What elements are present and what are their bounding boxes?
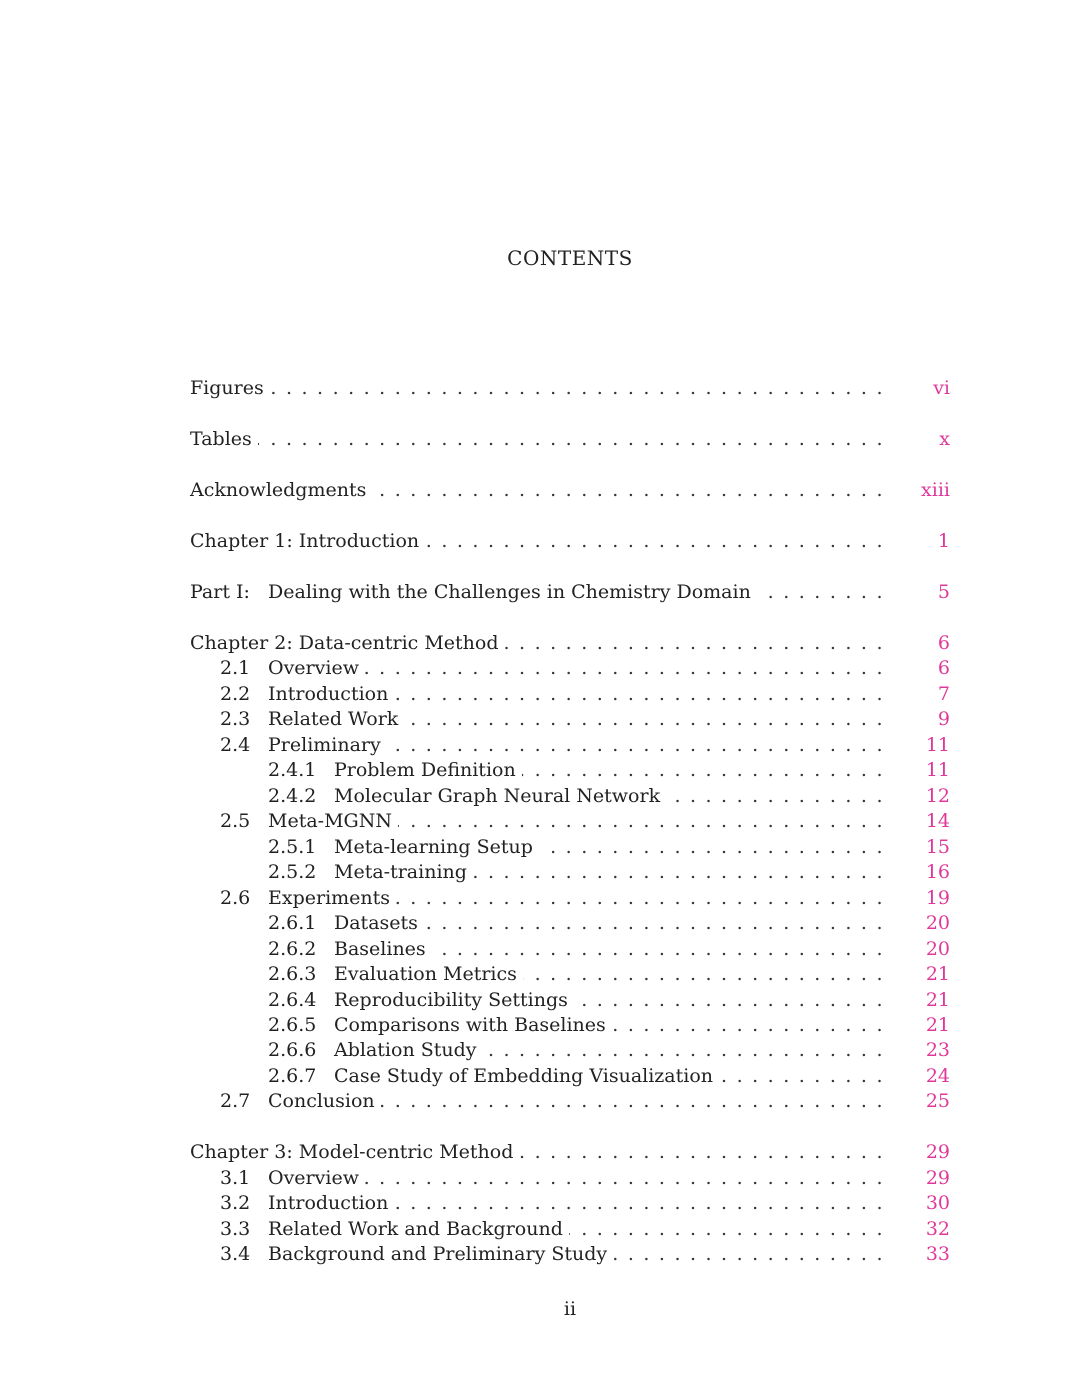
section-number: 2.6.7	[268, 1065, 317, 1087]
section-number: 2.6	[220, 887, 251, 909]
toc-page-link[interactable]: 7	[937, 683, 950, 705]
section-number: 2.3	[220, 708, 251, 730]
section-number: 3.3	[220, 1218, 251, 1240]
toc-page-link[interactable]: 6	[937, 632, 950, 654]
toc-page-link[interactable]: 20	[925, 912, 950, 934]
toc-entry-2-1[interactable]	[190, 655, 950, 681]
toc-page-link[interactable]: 25	[925, 1090, 950, 1112]
toc-label: Datasets	[334, 912, 418, 934]
toc-entry-2-6-7[interactable]	[190, 1063, 950, 1089]
section-number: 2.6.5	[268, 1014, 317, 1036]
dot-leader	[569, 1216, 892, 1242]
toc-label: Overview	[268, 657, 359, 679]
dot-leader	[398, 808, 892, 834]
section-number: 2.1	[220, 657, 251, 679]
dot-leader	[365, 655, 892, 681]
toc-entry-2-6-4[interactable]	[190, 987, 950, 1013]
page-number: ii	[563, 1298, 577, 1320]
toc-page-link[interactable]: 29	[925, 1141, 950, 1163]
dot-leader	[539, 834, 892, 860]
dot-leader	[365, 1165, 892, 1191]
toc-label: Tables	[190, 428, 252, 450]
toc-label: Preliminary	[268, 734, 381, 756]
toc-label: Meta-MGNN	[268, 810, 392, 832]
toc-label: Problem Definition	[334, 759, 516, 781]
toc-label: Chapter 2: Data-centric Method	[190, 632, 499, 654]
toc-entry-acknowledgments[interactable]	[190, 477, 950, 503]
toc-label: Overview	[268, 1167, 359, 1189]
section-number: 2.4.2	[268, 785, 317, 807]
dot-leader	[432, 936, 892, 962]
dot-leader	[757, 579, 892, 605]
dot-leader	[483, 1037, 893, 1063]
toc-entry-3-1[interactable]	[190, 1165, 950, 1191]
toc-page-link[interactable]: 14	[925, 810, 950, 832]
toc-page-link[interactable]: 30	[925, 1192, 950, 1214]
page-title: CONTENTS	[507, 246, 633, 270]
toc-entry-tables[interactable]	[190, 426, 950, 452]
toc-label: Molecular Graph Neural Network	[334, 785, 661, 807]
toc-page-link[interactable]: 16	[925, 861, 950, 883]
section-number: 2.7	[220, 1090, 251, 1112]
section-number: 3.1	[220, 1167, 251, 1189]
dot-leader	[396, 885, 892, 911]
section-number: 3.2	[220, 1192, 251, 1214]
toc-page-link[interactable]: 19	[925, 887, 950, 909]
toc-label: Introduction	[268, 683, 389, 705]
toc-label: Meta-learning Setup	[334, 836, 533, 858]
dot-leader	[424, 910, 892, 936]
toc-entry-2-6[interactable]	[190, 885, 950, 911]
toc-page-link[interactable]: xiii	[921, 479, 950, 501]
dot-leader	[270, 375, 892, 401]
toc-page-link[interactable]: 32	[925, 1218, 950, 1240]
toc-page-link[interactable]: 9	[937, 708, 950, 730]
toc-entry-2-5-1[interactable]	[190, 834, 950, 860]
toc-entry-2-6-2[interactable]	[190, 936, 950, 962]
toc-label: Ablation Study	[334, 1039, 477, 1061]
toc-page-link[interactable]: 21	[925, 963, 950, 985]
toc-entry-2-6-3[interactable]	[190, 961, 950, 987]
toc-entry-2-6-6[interactable]	[190, 1037, 950, 1063]
section-number: 2.5.1	[268, 836, 317, 858]
toc-page-link[interactable]: 12	[925, 785, 950, 807]
dot-leader	[523, 961, 892, 987]
toc-entry-2-4-2[interactable]	[190, 783, 950, 809]
toc-entry-2-7[interactable]	[190, 1088, 950, 1114]
toc-label: Chapter 3: Model-centric Method	[190, 1141, 514, 1163]
toc-label: Experiments	[268, 887, 391, 909]
toc-page-link[interactable]: 23	[925, 1039, 950, 1061]
dot-leader	[719, 1063, 892, 1089]
toc-entry-part-1[interactable]	[190, 579, 950, 605]
toc-entry-3-3[interactable]	[190, 1216, 950, 1242]
toc-label: Evaluation Metrics	[334, 963, 517, 985]
toc-entry-2-3[interactable]	[190, 706, 950, 732]
section-number: 2.6.1	[268, 912, 317, 934]
toc-page-link[interactable]: 20	[925, 938, 950, 960]
toc-page-link[interactable]: 11	[925, 734, 950, 756]
dot-leader	[613, 1241, 892, 1267]
section-number: 2.4	[220, 734, 251, 756]
toc-label: Part I: Dealing with the Challenges in Chemistry Domain	[190, 581, 751, 603]
toc-label: Figures	[190, 377, 264, 399]
toc-entry-2-6-5[interactable]	[190, 1012, 950, 1038]
section-number: 2.5.2	[268, 861, 317, 883]
toc-entry-chapter-3[interactable]	[190, 1139, 950, 1165]
dot-leader	[473, 859, 892, 885]
toc-page-link[interactable]: 21	[925, 989, 950, 1011]
dot-leader	[372, 477, 892, 503]
toc-page-link[interactable]: 6	[937, 657, 950, 679]
dot-leader	[505, 630, 892, 656]
toc-entry-chapter-1[interactable]	[190, 528, 950, 554]
toc-page-link[interactable]: 11	[925, 759, 950, 781]
section-number: 2.2	[220, 683, 251, 705]
dot-leader	[425, 528, 892, 554]
toc-label: Baselines	[334, 938, 426, 960]
dot-leader	[394, 1190, 892, 1216]
dot-leader	[612, 1012, 892, 1038]
toc-label: Acknowledgments	[190, 479, 367, 501]
toc-entry-2-4[interactable]	[190, 732, 950, 758]
toc-label: Introduction	[268, 1192, 389, 1214]
toc-label: Conclusion	[268, 1090, 375, 1112]
section-number: 2.6.3	[268, 963, 317, 985]
dot-leader	[381, 1088, 892, 1114]
dot-leader	[519, 1139, 892, 1165]
section-number: 2.5	[220, 810, 251, 832]
toc-entry-figures[interactable]	[190, 375, 950, 401]
toc-label: Comparisons with Baselines	[334, 1014, 606, 1036]
toc-page-link[interactable]: 33	[925, 1243, 950, 1265]
toc-entry-2-6-1[interactable]	[190, 910, 950, 936]
toc-label: Case Study of Embedding Visualization	[334, 1065, 714, 1087]
toc-page-link[interactable]: x	[939, 428, 950, 450]
toc-entry-3-4[interactable]	[190, 1241, 950, 1267]
toc-entry-chapter-2[interactable]	[190, 630, 950, 656]
dot-leader	[387, 732, 892, 758]
section-number: 2.6.2	[268, 938, 317, 960]
dot-leader	[666, 783, 892, 809]
section-number: 2.4.1	[268, 759, 317, 781]
toc-entry-2-4-1[interactable]	[190, 757, 950, 783]
dot-leader	[522, 757, 892, 783]
toc-entry-2-5-2[interactable]	[190, 859, 950, 885]
dot-leader	[394, 681, 892, 707]
toc-label: Reproducibility Settings	[334, 989, 568, 1011]
toc-page-link[interactable]: 15	[925, 836, 950, 858]
toc-page-link[interactable]: vi	[933, 377, 950, 399]
toc-page-link[interactable]: 29	[925, 1167, 950, 1189]
toc-label: Background and Preliminary Study	[268, 1243, 608, 1265]
section-number: 2.6.6	[268, 1039, 317, 1061]
toc-entry-2-2[interactable]	[190, 681, 950, 707]
dot-leader	[258, 426, 892, 452]
toc-label: Related Work and Background	[268, 1218, 563, 1240]
dot-leader	[574, 987, 892, 1013]
toc-label: Meta-training	[334, 861, 467, 883]
toc-entry-2-5[interactable]	[190, 808, 950, 834]
toc-page-link[interactable]: 24	[925, 1065, 950, 1087]
toc-page-link[interactable]: 21	[925, 1014, 950, 1036]
toc-page-link[interactable]: 1	[937, 530, 950, 552]
toc-entry-3-2[interactable]	[190, 1190, 950, 1216]
toc-page-link[interactable]: 5	[937, 581, 950, 603]
toc-label: Related Work	[268, 708, 399, 730]
dot-leader	[404, 706, 892, 732]
toc-label: Chapter 1: Introduction	[190, 530, 420, 552]
section-number: 3.4	[220, 1243, 251, 1265]
section-number: 2.6.4	[268, 989, 317, 1011]
